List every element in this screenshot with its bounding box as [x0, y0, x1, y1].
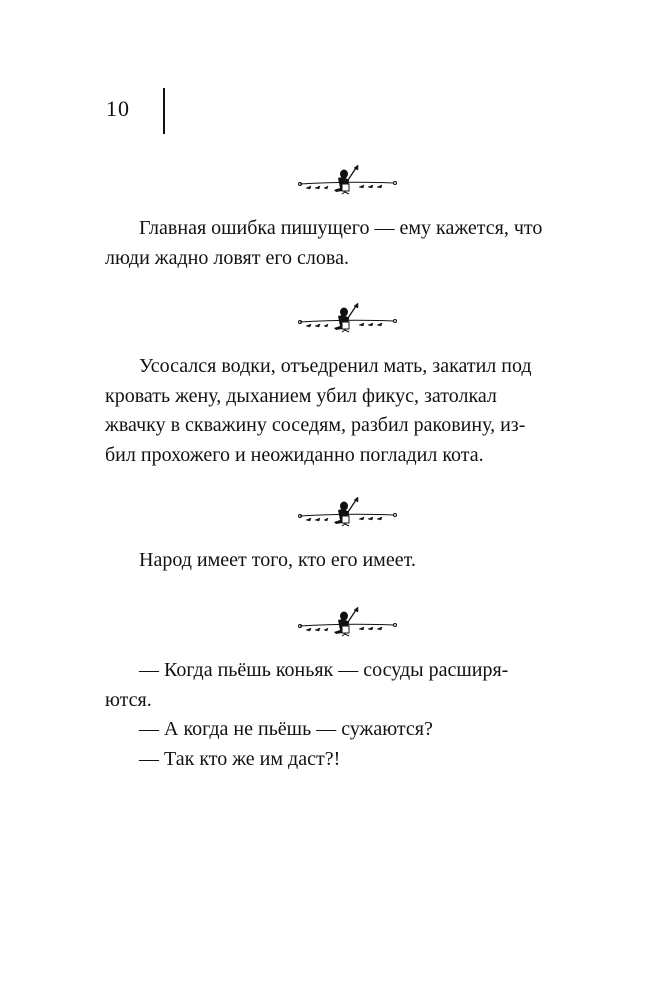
header-rule: [163, 88, 165, 134]
dialogue-line: — А когда не пьёшь — сужаются?: [139, 718, 433, 740]
dialogue-line: ются.: [105, 688, 152, 711]
fisherman-ornament-icon: [296, 162, 400, 198]
text-line: Народ имеет того, кто его имеет.: [139, 549, 416, 571]
fisherman-ornament-icon: [296, 300, 400, 336]
text-line: люди жадно ловят его слова.: [105, 246, 349, 269]
dialogue-block: [105, 656, 598, 774]
fisherman-ornament-icon: [296, 494, 400, 530]
fisherman-ornament-icon: [296, 604, 400, 640]
text-line: кровать жену, дыханием убил фикус, затолкал: [105, 384, 497, 407]
aphorism-3: [105, 546, 598, 576]
text-line: Главная ошибка пишущего — ему кажется, что: [139, 217, 543, 239]
aphorism-1: [105, 214, 598, 273]
text-line: бил прохожего и неожиданно погладил кота.: [105, 443, 484, 466]
aphorism-2: [105, 352, 598, 470]
page-number: 10: [106, 96, 130, 121]
text-line: Усосался водки, отъедренил мать, закатил под: [139, 355, 532, 377]
text-line: жвачку в скважину соседям, разбил раковину, из-: [105, 414, 526, 436]
dialogue-line: — Так кто же им даст?!: [139, 747, 341, 770]
dialogue-line: — Когда пьёшь коньяк — сосуды расширя-: [139, 659, 509, 681]
